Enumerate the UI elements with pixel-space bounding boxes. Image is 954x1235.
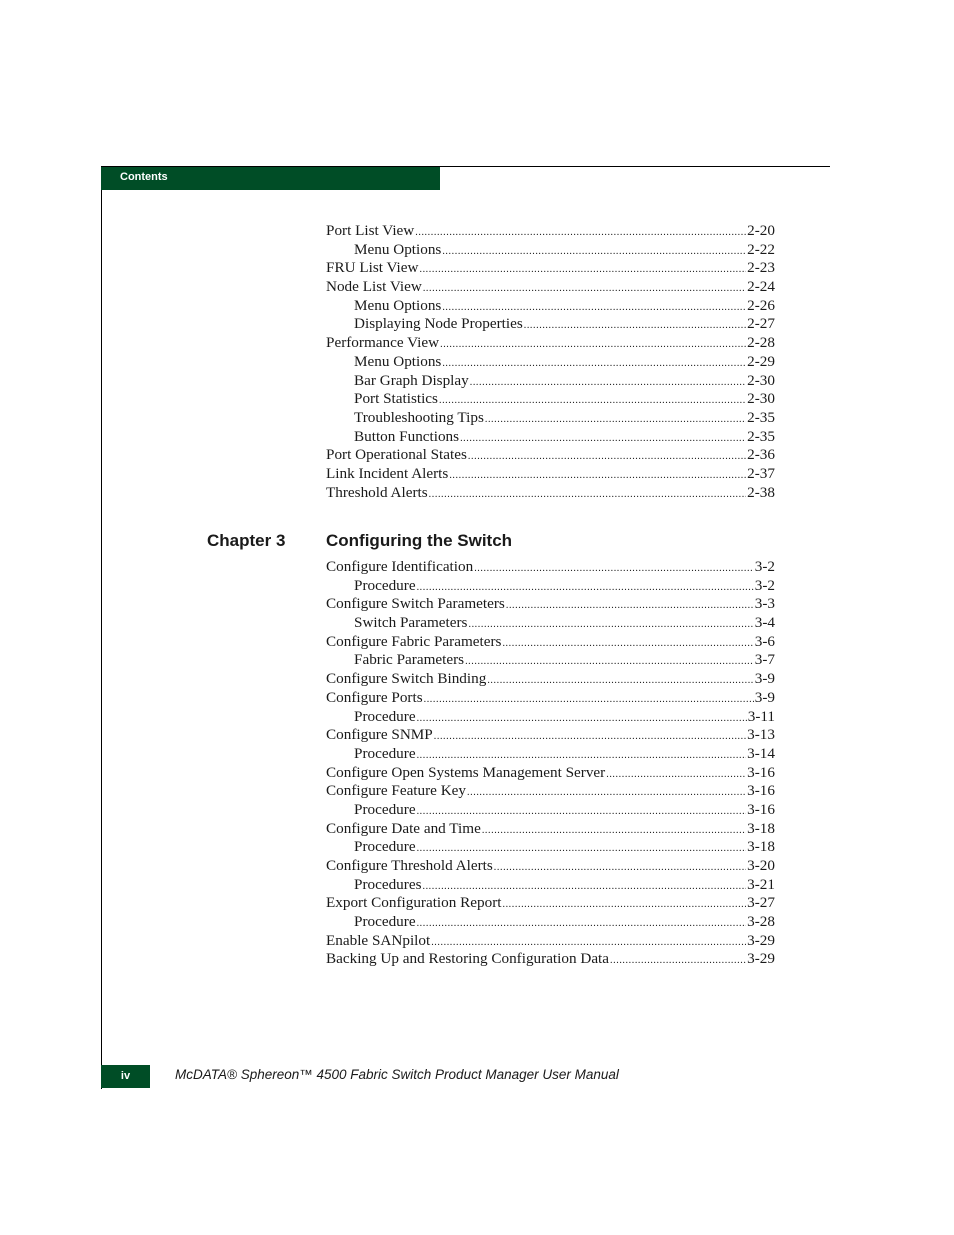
toc-entry-page: 2-22 <box>747 240 775 258</box>
toc-entry-title: Procedure <box>354 576 416 594</box>
toc-entry-page: 2-37 <box>747 464 775 482</box>
section-tab <box>101 167 440 190</box>
toc-entry-title: Menu Options <box>354 352 442 370</box>
toc-dot-leader <box>465 653 754 670</box>
toc-dot-leader <box>431 934 746 951</box>
toc-dot-leader <box>424 691 754 708</box>
toc-entry-page: 2-29 <box>747 352 775 370</box>
toc-entry-page: 2-35 <box>747 427 775 445</box>
toc-entry[interactable] <box>326 651 775 670</box>
toc-entry-title: Configure Switch Binding <box>326 670 487 688</box>
toc-entry-title: Configure Fabric Parameters <box>326 632 502 650</box>
toc-entry[interactable] <box>326 428 775 447</box>
toc-entry[interactable] <box>326 558 775 577</box>
toc-entry-title: Procedures <box>354 875 422 893</box>
toc-entry-title: Procedure <box>354 707 416 725</box>
toc-dot-leader <box>487 672 753 689</box>
toc-dot-leader <box>524 317 746 334</box>
toc-dot-leader <box>442 299 746 316</box>
toc-dot-leader <box>429 486 747 503</box>
toc-entry-title: Threshold Alerts <box>326 483 428 501</box>
toc-entry-page: 3-4 <box>754 614 775 632</box>
toc-entry-page: 3-13 <box>747 726 775 744</box>
toc-entry-title: Procedure <box>354 838 416 856</box>
toc-dot-leader <box>417 579 754 596</box>
toc-entry-title: Configure Feature Key <box>326 782 467 800</box>
toc-entry[interactable] <box>326 353 775 372</box>
toc-entry-title: Backing Up and Restoring Configuration Data <box>326 950 610 968</box>
toc-entry-page: 3-9 <box>754 670 775 688</box>
toc-dot-leader <box>417 840 747 857</box>
toc-entry-title: Configure Open Systems Management Server <box>326 763 606 781</box>
toc-dot-leader <box>460 430 746 447</box>
toc-dot-leader <box>474 560 754 577</box>
toc-entry-page: 2-30 <box>747 390 775 408</box>
page-number: iv <box>120 1070 131 1082</box>
toc-entry-page: 3-18 <box>747 819 775 837</box>
toc-entry-title: Fabric Parameters <box>354 651 465 669</box>
toc-entry-page: 2-20 <box>747 222 775 239</box>
toc-entry-page: 3-14 <box>747 744 775 762</box>
toc-entry-title: Procedure <box>354 800 416 818</box>
toc-dot-leader <box>439 392 746 409</box>
toc-dot-leader <box>417 803 747 820</box>
toc-list-continued <box>326 222 775 502</box>
toc-entry-title: Procedure <box>354 744 416 762</box>
toc-entry[interactable] <box>326 894 775 913</box>
toc-dot-leader <box>417 710 747 727</box>
toc-entry-page: 2-36 <box>747 446 775 464</box>
toc-dot-leader <box>610 952 746 969</box>
toc-entry[interactable] <box>326 876 775 895</box>
toc-dot-leader <box>468 616 753 633</box>
page-number-tab <box>101 1065 150 1088</box>
toc-dot-leader <box>423 280 746 297</box>
toc-dot-leader <box>442 355 746 372</box>
toc-dot-leader <box>468 448 746 465</box>
toc-entry-title: Node List View <box>326 278 422 296</box>
toc-entry[interactable] <box>326 595 775 614</box>
toc-dot-leader <box>494 859 746 876</box>
toc-entry-page: 3-28 <box>747 913 775 931</box>
toc-entry[interactable] <box>326 670 775 689</box>
toc-entry[interactable] <box>326 950 775 969</box>
toc-dot-leader <box>470 374 746 391</box>
toc-dot-leader <box>502 896 746 913</box>
toc-entry-title: Configure Threshold Alerts <box>326 857 493 874</box>
toc-entry-page: 3-29 <box>747 931 775 949</box>
toc-entry-page: 3-27 <box>747 894 775 912</box>
toc-entry-title: Configure Ports <box>326 688 423 706</box>
toc-dot-leader <box>502 635 753 652</box>
toc-entry[interactable] <box>326 820 775 839</box>
toc-entry[interactable] <box>326 577 775 596</box>
toc-entry-page: 3-16 <box>747 782 775 800</box>
margin-rule <box>101 166 102 1089</box>
toc-entry[interactable] <box>326 932 775 951</box>
toc-entry[interactable] <box>326 372 775 391</box>
toc-entry-page: 3-3 <box>754 595 775 613</box>
toc-dot-leader <box>422 878 746 895</box>
toc-dot-leader <box>442 243 746 260</box>
toc-entry-page: 3-18 <box>747 838 775 856</box>
chapter-title: Configuring the Switch <box>326 531 513 550</box>
toc-entry[interactable] <box>326 222 775 241</box>
toc-dot-leader <box>449 467 746 484</box>
toc-entry[interactable] <box>326 484 775 503</box>
toc-dot-leader <box>606 766 746 783</box>
toc-entry-title: Configure Date and Time <box>326 819 481 837</box>
toc-dot-leader <box>506 597 754 614</box>
toc-dot-leader <box>434 728 746 745</box>
toc-entry-title: Bar Graph Display <box>354 371 469 389</box>
toc-entry[interactable] <box>326 409 775 428</box>
toc-dot-leader <box>419 261 746 278</box>
toc-entry[interactable] <box>326 708 775 727</box>
toc-entry-page: 3-7 <box>754 651 775 669</box>
toc-entry[interactable] <box>326 278 775 297</box>
toc-entry-title: Enable SANpilot <box>326 931 431 949</box>
toc-entry[interactable] <box>326 465 775 484</box>
toc-entry-title: Port List View <box>326 222 415 239</box>
toc-entry[interactable] <box>326 913 775 932</box>
toc-entry-title: Port Statistics <box>354 390 438 408</box>
toc-entry[interactable] <box>326 782 775 801</box>
toc-entry-page: 3-29 <box>747 950 775 968</box>
toc-list-chapter-3 <box>326 558 775 969</box>
toc-entry-page: 2-38 <box>747 483 775 501</box>
toc-entry-page: 2-24 <box>747 278 775 296</box>
toc-entry-page: 3-20 <box>747 857 775 874</box>
toc-entry[interactable] <box>326 315 775 334</box>
toc-entry[interactable] <box>326 633 775 652</box>
toc-entry[interactable] <box>326 241 775 260</box>
chapter-label: Chapter 3 <box>207 531 286 550</box>
toc-entry-title: Port Operational States <box>326 446 467 464</box>
toc-entry-title: Displaying Node Properties <box>354 315 523 333</box>
toc-dot-leader <box>415 224 746 241</box>
toc-entry-title: Configure Switch Parameters <box>326 595 505 613</box>
toc-entry[interactable] <box>326 801 775 820</box>
toc-entry-page: 3-16 <box>747 800 775 818</box>
toc-entry-title: Export Configuration Report <box>326 894 502 912</box>
toc-entry-page: 2-26 <box>747 296 775 314</box>
toc-dot-leader <box>440 336 746 353</box>
toc-entry[interactable] <box>326 838 775 857</box>
toc-entry-title: Menu Options <box>354 296 442 314</box>
toc-entry-page: 3-11 <box>747 707 775 725</box>
toc-dot-leader <box>417 747 747 764</box>
toc-entry-page: 3-2 <box>754 558 775 575</box>
toc-entry-title: Link Incident Alerts <box>326 464 449 482</box>
toc-entry-page: 3-2 <box>754 576 775 594</box>
toc-entry-title: Switch Parameters <box>354 614 468 632</box>
toc-entry-page: 2-23 <box>747 259 775 277</box>
toc-entry-page: 2-35 <box>747 408 775 426</box>
toc-entry[interactable] <box>326 689 775 708</box>
toc-entry[interactable] <box>326 390 775 409</box>
toc-dot-leader <box>485 411 746 428</box>
toc-entry[interactable] <box>326 614 775 633</box>
toc-entry[interactable] <box>326 297 775 316</box>
section-label: Contents <box>120 171 168 183</box>
toc-entry-title: FRU List View <box>326 259 419 277</box>
toc-entry[interactable] <box>326 334 775 353</box>
toc-entry-page: 3-6 <box>754 632 775 650</box>
footer-title: McDATA® Sphereon™ 4500 Fabric Switch Product Manager User Manual <box>175 1067 619 1082</box>
toc-dot-leader <box>467 784 746 801</box>
toc-entry-title: Configure SNMP <box>326 726 433 744</box>
toc-entry-title: Button Functions <box>354 427 460 445</box>
toc-entry-page: 3-21 <box>747 875 775 893</box>
toc-entry[interactable] <box>326 446 775 465</box>
toc-entry-title: Configure Identification <box>326 558 474 575</box>
toc-entry[interactable] <box>326 745 775 764</box>
toc-entry[interactable] <box>326 857 775 876</box>
toc-entry-page: 2-27 <box>747 315 775 333</box>
toc-entry-page: 2-30 <box>747 371 775 389</box>
toc-entry-page: 2-28 <box>747 334 775 352</box>
toc-entry[interactable] <box>326 726 775 745</box>
toc-dot-leader <box>482 822 746 839</box>
toc-entry[interactable] <box>326 764 775 783</box>
toc-entry-title: Performance View <box>326 334 440 352</box>
toc-entry-page: 3-9 <box>754 688 775 706</box>
toc-entry-title: Troubleshooting Tips <box>354 408 484 426</box>
toc-entry-page: 3-16 <box>747 763 775 781</box>
toc-dot-leader <box>417 915 747 932</box>
toc-entry-title: Menu Options <box>354 240 442 258</box>
toc-entry[interactable] <box>326 259 775 278</box>
toc-entry-title: Procedure <box>354 913 416 931</box>
